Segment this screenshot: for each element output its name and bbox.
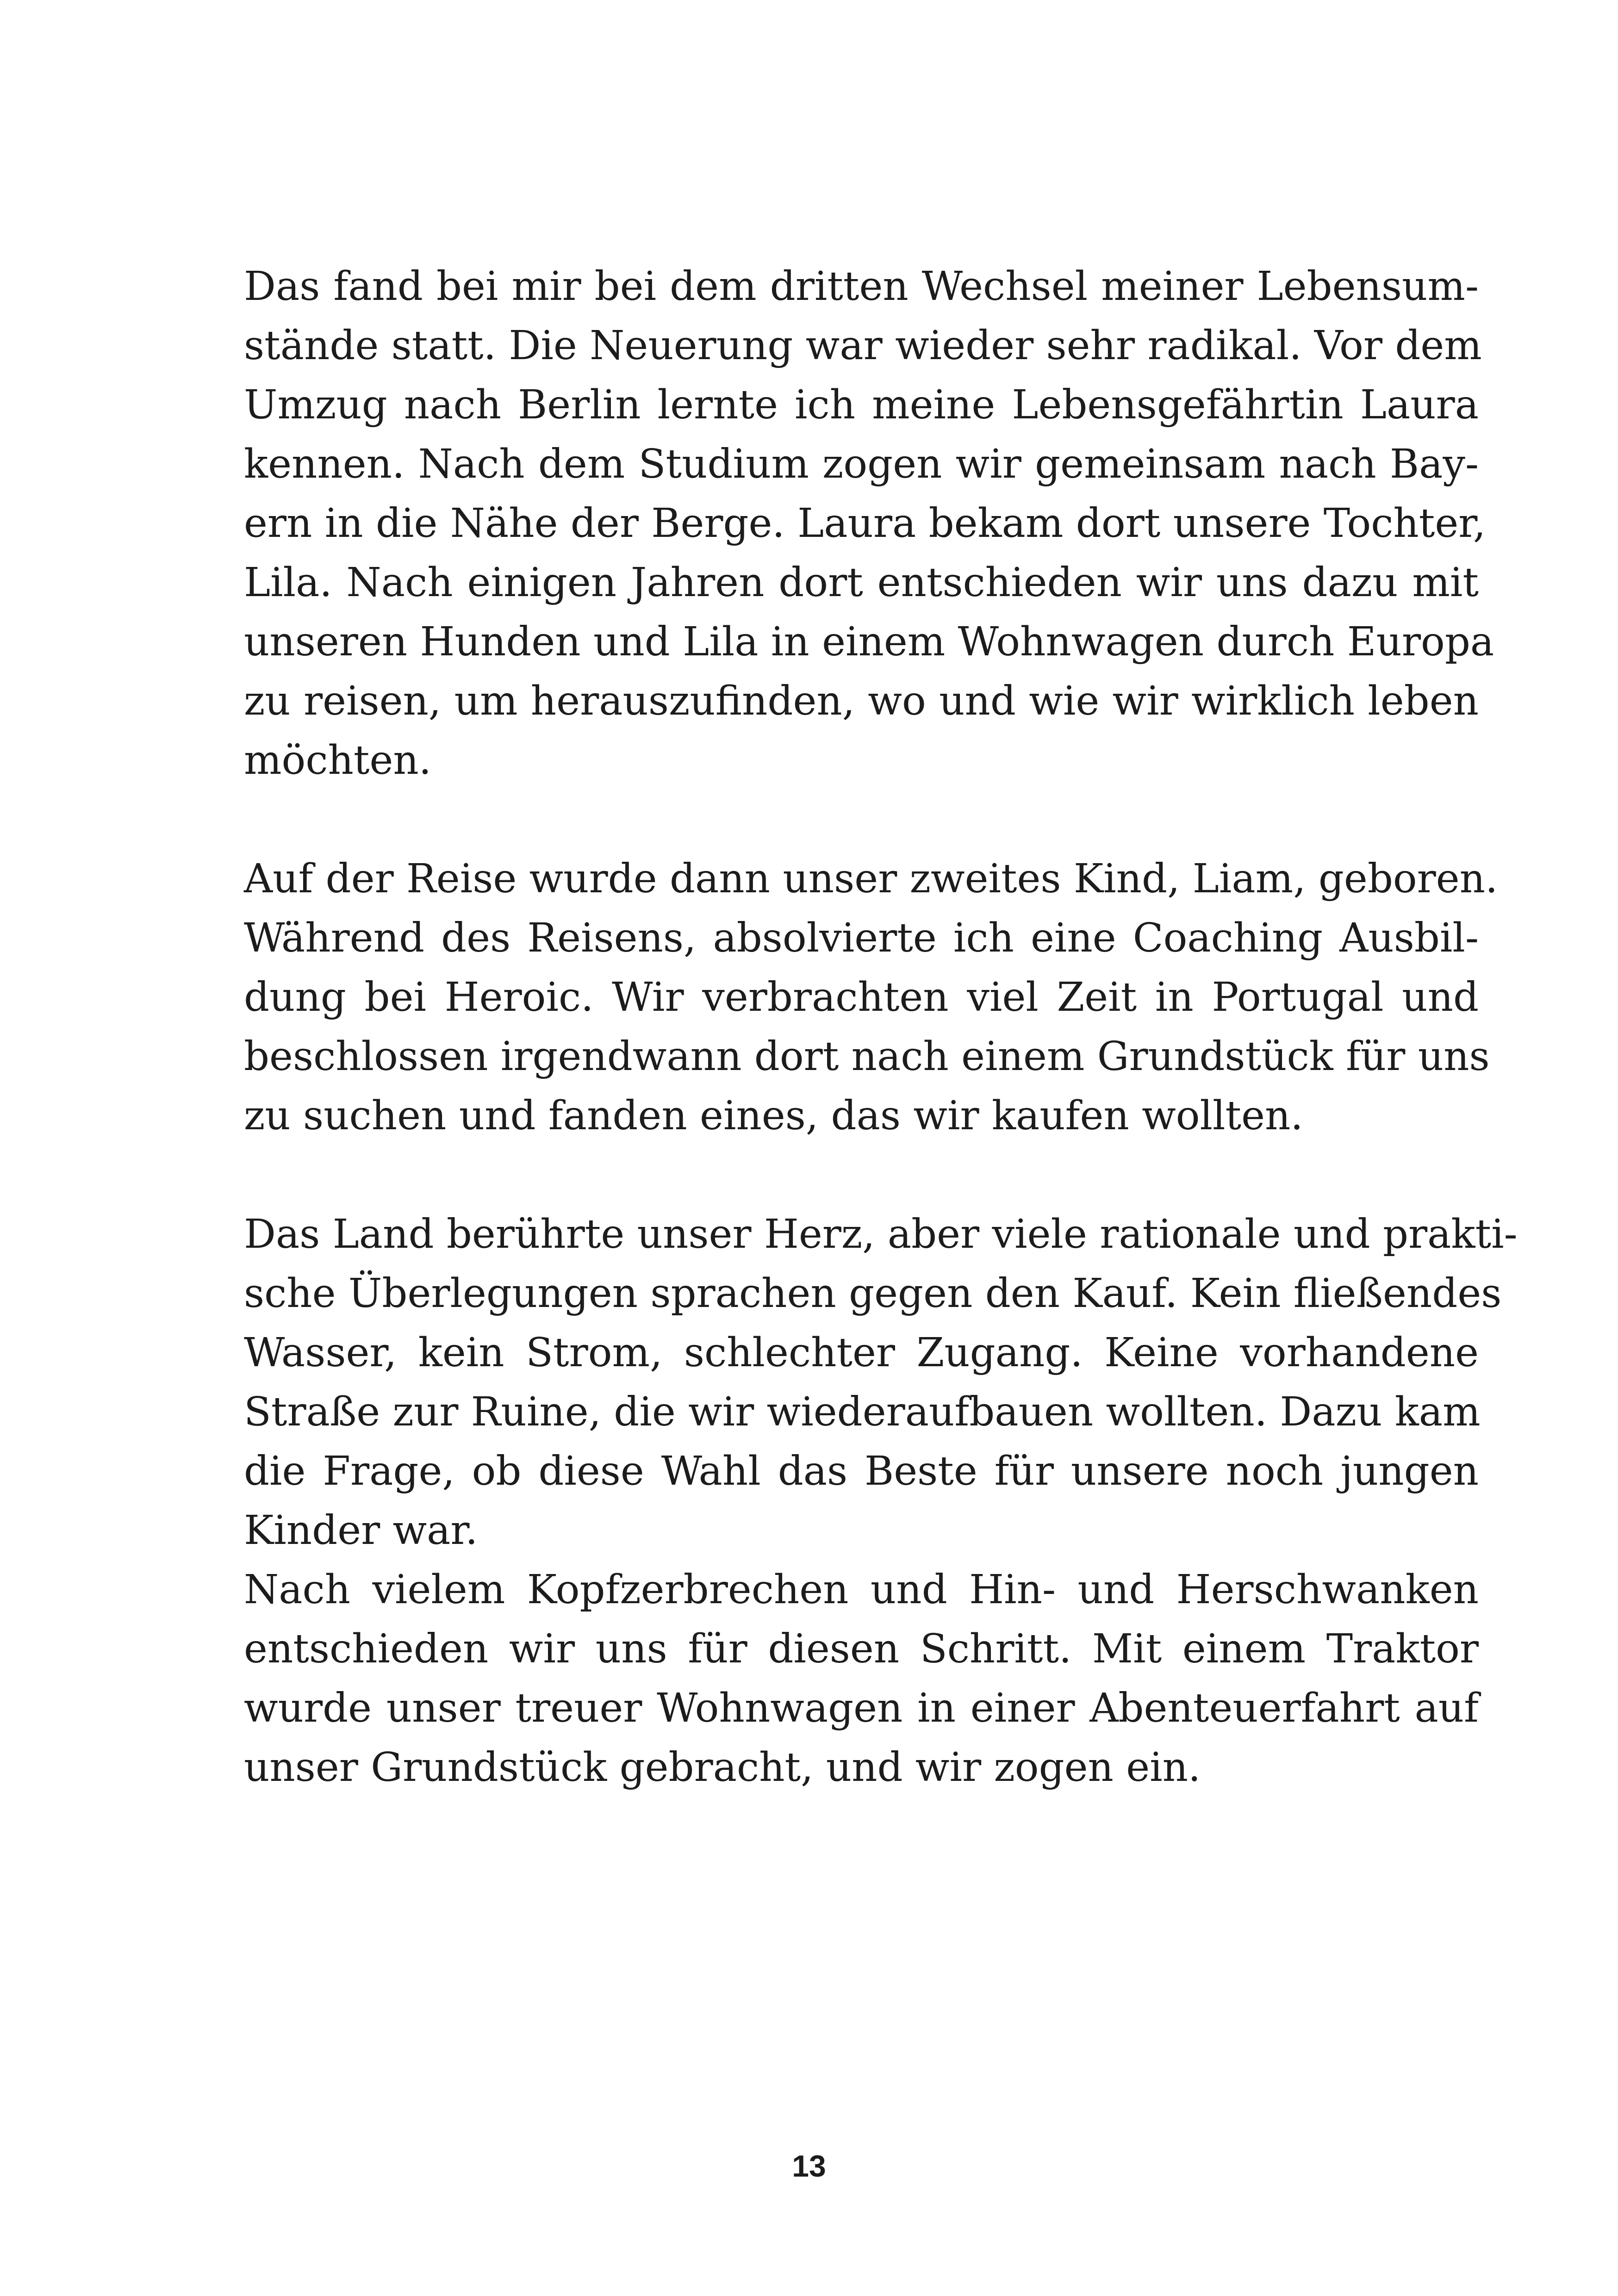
text-line: entschieden wir uns für diesen Schritt. Mit einem Traktor (244, 1626, 1479, 1672)
text-line: ern in die Nähe der Berge. Laura bekam dort unsere Tochter, (244, 500, 1486, 547)
text-line: die Frage, ob diese Wahl das Beste für unsere noch jungen (244, 1448, 1479, 1494)
text-line: zu suchen und fanden eines, das wir kaufen wollten. (244, 1093, 1303, 1139)
text-line: Umzug nach Berlin lernte ich meine Lebensgefährtin Laura (244, 382, 1479, 428)
paragraph-3 (244, 1205, 1518, 1560)
text-line: kennen. Nach dem Studium zogen wir gemeinsam nach Bay- (244, 441, 1479, 487)
text-line: Nach vielem Kopfzerbrechen und Hin- und Herschwanken (244, 1567, 1479, 1613)
text-line: Während des Reisens, absolvierte ich eine Coaching Ausbil- (244, 915, 1479, 961)
text-line: unseren Hunden und Lila in einem Wohnwagen durch Europa (244, 619, 1494, 665)
text-line: Lila. Nach einigen Jahren dort entschieden wir uns dazu mit (244, 560, 1479, 606)
text-line: Das Land berührte unser Herz, aber viele rationale und prakti- (244, 1211, 1518, 1257)
paragraph-gap (244, 1145, 1479, 1205)
paragraph-4 (244, 1560, 1479, 1797)
text-line: Wasser, kein Strom, schlechter Zugang. Keine vorhandene (244, 1330, 1479, 1376)
text-line: stände statt. Die Neuerung war wieder sehr radikal. Vor dem (244, 323, 1482, 369)
text-line: möchten. (244, 737, 432, 784)
paragraph-1 (244, 257, 1494, 790)
text-line: Kinder war. (244, 1507, 478, 1554)
text-line: sche Überlegungen sprachen gegen den Kauf. Kein fließendes (244, 1270, 1502, 1317)
page-number: 13 (792, 2149, 826, 2183)
text-line: zu reisen, um herauszufinden, wo und wie wir wirklich leben (244, 678, 1479, 724)
text-line: unser Grundstück gebracht, und wir zogen ein. (244, 1744, 1201, 1791)
text-line: Straße zur Ruine, die wir wiederaufbauen wollten. Dazu kam (244, 1389, 1481, 1435)
text-line: Auf der Reise wurde dann unser zweites Kind, Liam, geboren. (244, 856, 1498, 902)
text-line: dung bei Heroic. Wir verbrachten viel Zeit in Portugal und (244, 974, 1479, 1020)
text-line: Das fand bei mir bei dem dritten Wechsel meiner Lebensum- (244, 263, 1479, 310)
paragraph-gap (244, 790, 1479, 849)
paragraph-2 (244, 849, 1498, 1145)
text-line: beschlossen irgendwann dort nach einem Grundstück für uns (244, 1033, 1490, 1080)
text-line: wurde unser treuer Wohnwagen in einer Abenteuerfahrt auf (244, 1685, 1479, 1731)
body-text (244, 257, 1518, 1797)
